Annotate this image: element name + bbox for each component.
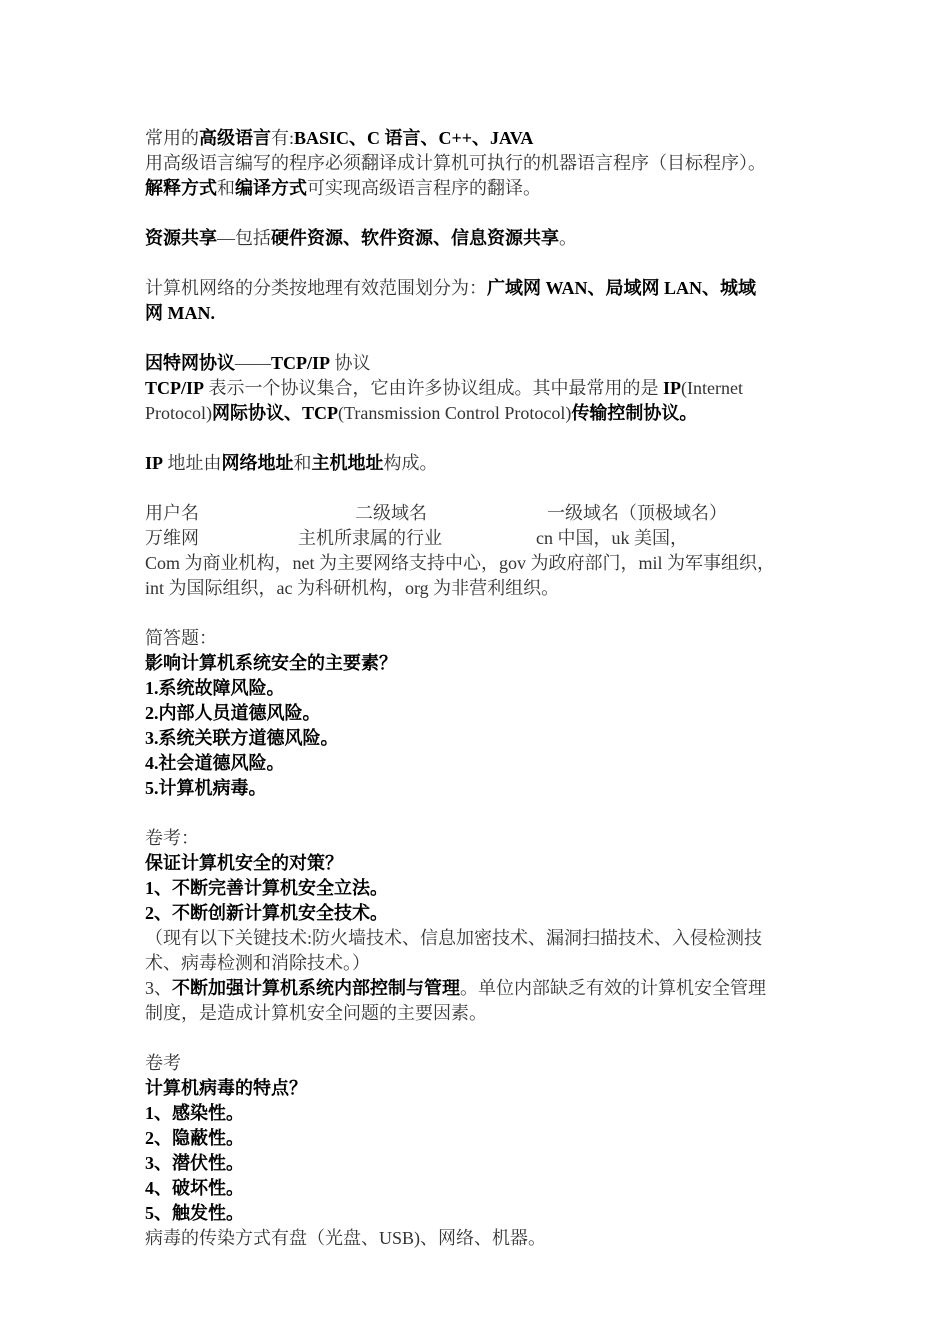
short-answer-heading: 简答题： (145, 628, 217, 648)
virus-transmission-line: 病毒的传染方式有盘（光盘、USB)、网络、机器。 (145, 1228, 547, 1248)
domain-col-second-level: 二级域名 (355, 503, 427, 523)
document-body (145, 126, 835, 1251)
domain-col-top-level: 一级域名（顶极域名） (547, 503, 727, 523)
list-item: 3.系统关联方道德风险。 (145, 728, 339, 748)
security-factors-question: 影响计算机系统安全的主要素？ (145, 653, 397, 673)
domain-example-industry: 主机所隶属的行业 (298, 528, 442, 548)
domain-col-username: 用户名 (145, 503, 199, 523)
exam-heading: 卷考： (145, 828, 199, 848)
list-item: 5.计算机病毒。 (145, 778, 267, 798)
blank-line (145, 251, 835, 276)
domain-table-header-row (145, 501, 835, 526)
blank-line (145, 801, 835, 826)
list-item: 3、不断加强计算机系统内部控制与管理。单位内部缺乏有效的计算机安全管理 (145, 978, 766, 998)
blank-line (145, 201, 835, 226)
paragraph-tcpip-heading: 因特网协议——TCP/IP 协议 (145, 353, 371, 373)
virus-traits-question: 计算机病毒的特点？ (145, 1078, 307, 1098)
paragraph-languages-line1: 常用的高级语言有:BASIC、C 语言、C++、JAVA (145, 128, 534, 148)
paragraph-network-classification-line1: 计算机网络的分类按地理有效范围划分为：广域网 WAN、局域网 LAN、城域 (145, 278, 757, 298)
list-item: 2.内部人员道德风险。 (145, 703, 321, 723)
list-item: 1、不断完善计算机安全立法。 (145, 878, 388, 898)
paragraph-tcpip-line3: Protocol)网际协议、TCP(Transmission Control Protocol)传输控制协议。 (145, 403, 698, 423)
paragraph-resource-sharing: 资源共享—包括硬件资源、软件资源、信息资源共享。 (145, 228, 577, 248)
blank-line (145, 1026, 835, 1051)
paragraph-languages-line2: 用高级语言编写的程序必须翻译成计算机可执行的机器语言程序（目标程序）。 (145, 153, 766, 173)
blank-line (145, 326, 835, 351)
security-measures-question: 保证计算机安全的对策？ (145, 853, 343, 873)
exam-heading-2: 卷考 (145, 1053, 181, 1073)
list-item: 5、触发性。 (145, 1203, 244, 1223)
list-item: 1.系统故障风险。 (145, 678, 285, 698)
blank-line (145, 426, 835, 451)
list-item: 2、不断创新计算机安全技术。 (145, 903, 388, 923)
technology-note-line2: 术、病毒检测和消除技术。） (145, 953, 370, 973)
paragraph-tcpip-line2: TCP/IP 表示一个协议集合，它由许多协议组成。其中最常用的是 IP(Internet (145, 378, 743, 398)
list-item-continuation: 制度，是造成计算机安全问题的主要因素。 (145, 1003, 487, 1023)
list-item: 2、隐蔽性。 (145, 1128, 244, 1148)
paragraph-languages-line3: 解释方式和编译方式可实现高级语言程序的翻译。 (145, 178, 541, 198)
domain-suffix-line2: int 为国际组织，ac 为科研机构，org 为非营利组织。 (145, 578, 560, 598)
technology-note-line1: （现有以下关键技术:防火墙技术、信息加密技术、漏洞扫描技术、入侵检测技 (145, 928, 762, 948)
domain-suffix-line1: Com 为商业机构，net 为主要网络支持中心，gov 为政府部门，mil 为军事组织， (145, 553, 775, 573)
blank-line (145, 476, 835, 501)
domain-table-example-row (145, 526, 835, 551)
paragraph-ip-address: IP 地址由网络地址和主机地址构成。 (145, 453, 438, 473)
blank-line (145, 601, 835, 626)
list-item: 4、破坏性。 (145, 1178, 244, 1198)
paragraph-network-classification-line2: 网 MAN. (145, 303, 215, 323)
domain-example-www: 万维网 (145, 528, 199, 548)
list-item: 4.社会道德风险。 (145, 753, 285, 773)
list-item: 1、感染性。 (145, 1103, 244, 1123)
list-item: 3、潜伏性。 (145, 1153, 244, 1173)
domain-example-country: cn 中国，uk 美国， (536, 528, 688, 548)
